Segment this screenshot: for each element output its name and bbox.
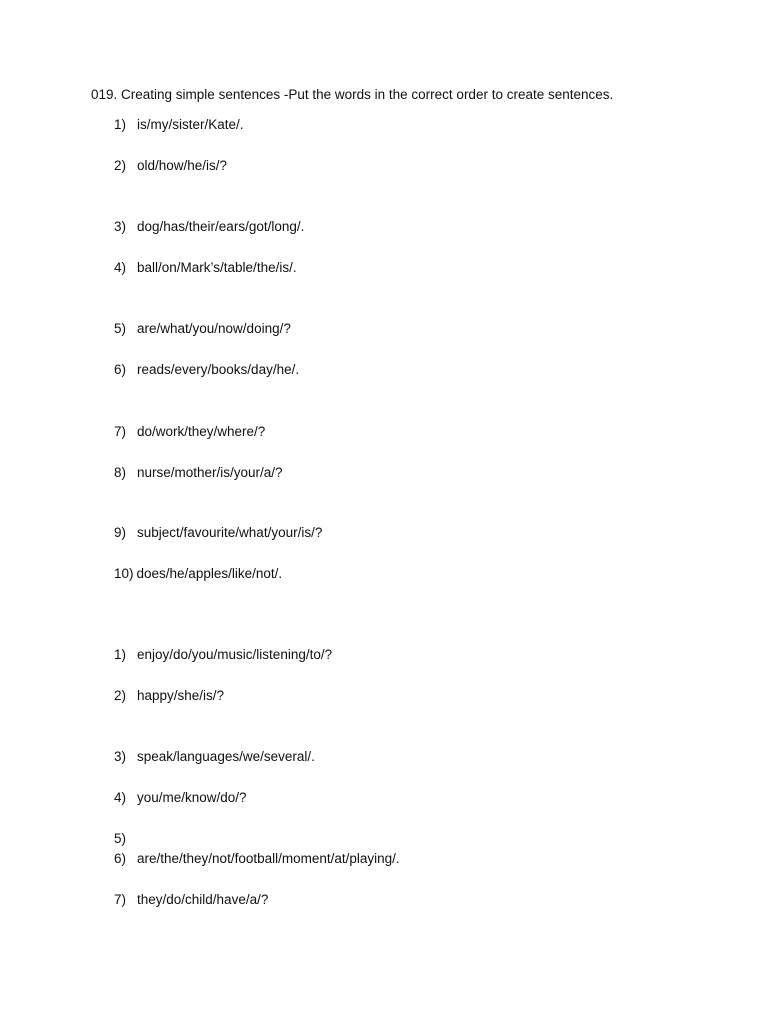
item-number: 1)	[114, 117, 127, 132]
list-item	[114, 321, 291, 336]
list-item	[114, 647, 332, 662]
item-number: 3)	[114, 219, 127, 234]
item-number: 9)	[114, 525, 127, 540]
list-item	[114, 831, 137, 846]
item-text: are/the/they/not/football/moment/at/playing/.	[137, 851, 400, 866]
item-text: do/work/they/where/?	[137, 424, 266, 439]
list-item	[114, 465, 283, 480]
item-number: 5)	[114, 831, 127, 846]
item-text: speak/languages/we/several/.	[137, 749, 315, 764]
item-number: 2)	[114, 158, 127, 173]
item-number: 4)	[114, 260, 127, 275]
list-item	[114, 790, 247, 805]
item-text: happy/she/is/?	[137, 688, 225, 703]
list-item	[114, 158, 227, 173]
list-item	[114, 851, 400, 866]
item-number: 4)	[114, 790, 127, 805]
item-number: 3)	[114, 749, 127, 764]
list-item	[114, 117, 244, 132]
item-number: 10)	[114, 566, 134, 581]
item-text: subject/favourite/what/your/is/?	[137, 525, 323, 540]
item-text: dog/has/their/ears/got/long/.	[137, 219, 305, 234]
list-item	[114, 688, 224, 703]
item-number: 8)	[114, 465, 127, 480]
item-number: 6)	[114, 362, 127, 377]
item-number: 7)	[114, 424, 127, 439]
item-text: enjoy/do/you/music/listening/to/?	[137, 647, 333, 662]
item-text: nurse/mother/is/your/a/?	[137, 465, 283, 480]
list-item	[114, 260, 297, 275]
list-item	[114, 566, 282, 581]
list-item	[114, 525, 322, 540]
page-title: 019. Creating simple sentences -Put the words in the correct order to create sentences.	[91, 87, 614, 102]
list-item	[114, 892, 268, 907]
item-number: 6)	[114, 851, 127, 866]
item-text: you/me/know/do/?	[137, 790, 247, 805]
list-item	[114, 749, 315, 764]
list-item	[114, 362, 299, 377]
item-text: ball/on/Mark’s/table/the/is/.	[137, 260, 297, 275]
item-text: they/do/child/have/a/?	[137, 892, 269, 907]
list-item	[114, 219, 304, 234]
list-item	[114, 424, 265, 439]
item-number: 2)	[114, 688, 127, 703]
item-number: 1)	[114, 647, 127, 662]
item-text: does/he/apples/like/not/.	[136, 566, 283, 581]
item-text: are/what/you/now/doing/?	[137, 321, 291, 336]
item-number: 7)	[114, 892, 127, 907]
item-text: old/how/he/is/?	[137, 158, 228, 173]
item-text: reads/every/books/day/he/.	[137, 362, 300, 377]
item-text: is/my/sister/Kate/.	[137, 117, 244, 132]
item-number: 5)	[114, 321, 127, 336]
